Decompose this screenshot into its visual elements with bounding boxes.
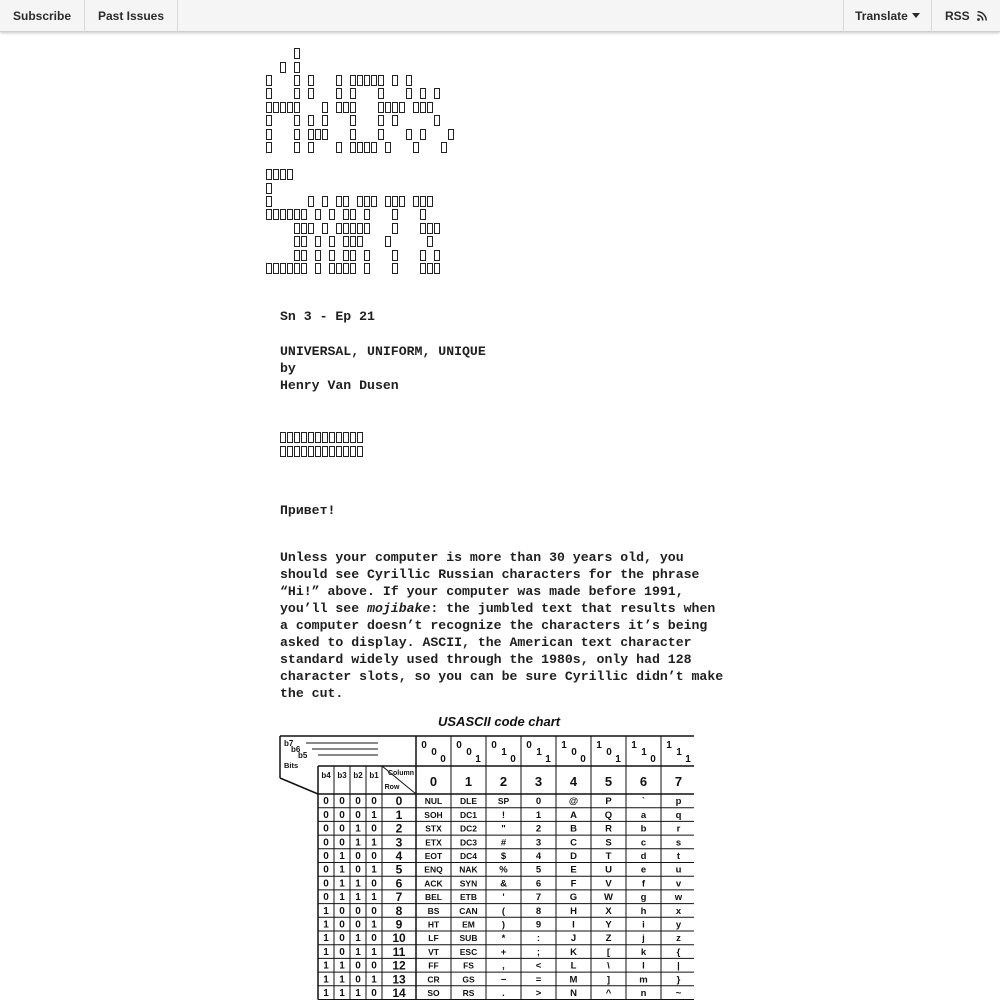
row-bit-value: 1	[323, 960, 329, 972]
row-bit-value: 0	[339, 837, 345, 849]
ascii-cell: =	[535, 974, 542, 986]
row-bit-value: 1	[371, 892, 377, 904]
header-bit-label: b6	[291, 745, 301, 754]
ascii-cell: ETX	[425, 837, 442, 848]
ascii-cell: A	[570, 809, 577, 821]
ascii-cell: U	[605, 864, 612, 876]
ascii-cell: v	[675, 878, 682, 890]
ascii-code-chart	[278, 712, 694, 1000]
row-bit-value: 1	[339, 851, 345, 862]
ascii-cell: M	[569, 974, 578, 986]
bit-column-header: b4	[321, 771, 331, 780]
ascii-cell: 6	[535, 878, 542, 890]
column-number: 4	[569, 774, 578, 789]
row-bit-value: 1	[371, 919, 377, 931]
ascii-cell: ESC	[459, 946, 478, 957]
mojibake-line	[266, 208, 441, 221]
ascii-cell: g	[640, 892, 647, 904]
ascii-cell: \	[607, 960, 610, 972]
row-bit-value: 1	[339, 960, 345, 972]
ascii-cell: 5	[535, 864, 542, 876]
ascii-cell: *	[501, 933, 506, 945]
mojibake-line	[266, 195, 441, 208]
ascii-cell: x	[675, 905, 682, 917]
row-bit-value: 1	[323, 974, 329, 986]
ascii-cell: B	[570, 823, 577, 835]
ascii-cell: D	[570, 851, 577, 862]
row-bit-value: 1	[371, 946, 377, 958]
column-bit-pattern: 0	[466, 747, 472, 758]
row-bit-value: 0	[323, 892, 329, 904]
column-bit-pattern: 1	[545, 754, 551, 765]
ascii-cell: t	[676, 851, 681, 862]
row-bit-value: 0	[323, 878, 329, 890]
chart-corner-diagonal	[280, 778, 318, 794]
row-bit-value: 1	[355, 823, 361, 835]
row-bit-value: 1	[339, 988, 345, 999]
column-number: 6	[639, 774, 648, 789]
mojibake-line	[280, 444, 364, 457]
ascii-cell: >	[535, 988, 542, 999]
column-bit-pattern: 1	[631, 740, 637, 751]
row-bit-value: 1	[323, 946, 329, 958]
row-number: 10	[392, 931, 406, 946]
ascii-cell: ETB	[460, 892, 477, 903]
row-bit-value: 0	[355, 974, 361, 986]
ascii-cell: V	[605, 878, 612, 890]
ascii-cell: J	[570, 933, 577, 945]
ascii-cell: h	[640, 905, 647, 917]
column-bit-pattern: 1	[685, 754, 691, 765]
ascii-cell: y	[675, 919, 682, 931]
ascii-cell: +	[500, 946, 507, 958]
row-number: 5	[395, 862, 403, 877]
column-bit-pattern: 0	[650, 754, 656, 765]
greeting-text: Привет!	[280, 503, 336, 518]
mojibake-line	[266, 181, 441, 194]
mojibake-line	[266, 101, 455, 114]
ascii-cell: %	[499, 864, 508, 876]
mojibake-line	[266, 262, 441, 275]
row-bit-value: 1	[371, 864, 377, 876]
ascii-cell: {	[676, 946, 681, 958]
ascii-cell: z	[676, 933, 681, 945]
ascii-cell: RS	[462, 988, 475, 998]
bit-column-header: b2	[353, 771, 363, 780]
ascii-cell: G	[569, 892, 578, 904]
ascii-cell: :	[536, 933, 541, 945]
ascii-cell: P	[605, 796, 612, 808]
bit-column-header: b3	[337, 771, 347, 780]
ascii-cell: ENQ	[424, 864, 443, 875]
ascii-cell: VT	[428, 946, 439, 957]
row-bit-value: 0	[323, 796, 329, 808]
ascii-cell: ~	[675, 988, 682, 999]
rss-label: RSS	[944, 9, 970, 23]
row-bit-value: 0	[371, 851, 377, 862]
row-number: 0	[395, 794, 403, 809]
ascii-cell: DLE	[460, 796, 477, 807]
ascii-cell: s	[675, 837, 682, 849]
mojibake-term: mojibake	[367, 601, 431, 616]
ascii-cell: r	[676, 823, 681, 835]
episode-label: Sn 3 - Ep 21	[280, 309, 375, 324]
intro-paragraph	[280, 549, 730, 702]
ascii-cell: ^	[605, 988, 612, 999]
mojibake-line	[266, 127, 455, 140]
column-bit-pattern: 0	[580, 754, 586, 765]
ascii-cell: K	[570, 946, 577, 958]
ascii-cell: −	[500, 974, 507, 986]
ascii-chart-table	[278, 734, 694, 1000]
column-bit-pattern: 1	[501, 747, 507, 758]
ascii-cell: '	[502, 892, 505, 904]
ascii-cell: R	[605, 823, 612, 835]
article-title: UNIVERSAL, UNIFORM, UNIQUE	[280, 344, 486, 359]
row-bit-value: 0	[339, 905, 345, 917]
rss-icon	[977, 11, 987, 21]
row-bit-value: 1	[355, 837, 361, 849]
subscribe-label: Subscribe	[12, 9, 72, 23]
chart-title: USASCII code chart	[438, 714, 561, 729]
ascii-cell: NUL	[424, 796, 443, 807]
column-number: 5	[604, 774, 613, 789]
row-bit-value: 0	[355, 919, 361, 931]
row-number: 9	[395, 917, 403, 932]
bit-column-header: b1	[369, 771, 379, 780]
row-bit-value: 1	[355, 988, 361, 999]
ascii-cell: EM	[462, 919, 475, 930]
column-bit-pattern: 0	[606, 747, 612, 758]
ascii-cell: Y	[605, 919, 612, 931]
row-number: 1	[395, 807, 403, 822]
row-bit-value: 0	[371, 960, 377, 972]
row-bit-value: 1	[371, 974, 377, 986]
column-number: 1	[464, 774, 473, 789]
ascii-cell: d	[640, 851, 647, 862]
row-bit-value: 0	[339, 919, 345, 931]
ascii-cell: LF	[428, 933, 439, 944]
column-bit-pattern: 1	[615, 754, 621, 765]
row-bit-value: 0	[355, 864, 361, 876]
row-bit-value: 1	[339, 892, 345, 904]
ascii-cell: l	[642, 960, 645, 972]
ascii-cell: 0	[535, 796, 542, 808]
row-bit-value: 0	[323, 864, 329, 876]
row-bit-value: 0	[323, 837, 329, 849]
ascii-cell: SOH	[424, 809, 443, 820]
ascii-cell: W	[604, 892, 613, 904]
ascii-cell: .	[502, 988, 505, 999]
ascii-cell: FF	[428, 960, 439, 971]
row-bit-value: 0	[371, 878, 377, 890]
mojibake-art-bottom	[280, 431, 364, 458]
ascii-cell: 9	[535, 919, 542, 931]
row-bit-value: 1	[371, 837, 377, 849]
column-bit-pattern: 1	[596, 740, 602, 751]
row-bit-value: 0	[339, 946, 345, 958]
column-bit-pattern: 0	[456, 740, 462, 751]
ascii-cell: SO	[427, 988, 440, 998]
mojibake-line	[266, 74, 455, 87]
row-bit-value: 0	[339, 933, 345, 945]
row-bit-value: 0	[339, 809, 345, 821]
ascii-cell: c	[640, 837, 647, 849]
ascii-cell: F	[570, 878, 577, 890]
column-bit-pattern: 1	[561, 740, 567, 751]
row-number: 7	[395, 890, 403, 905]
row-bit-value: 1	[323, 933, 329, 945]
row-bit-value: 1	[355, 946, 361, 958]
row-bit-value: 0	[339, 823, 345, 835]
ascii-cell: p	[675, 796, 682, 808]
ascii-cell: X	[605, 905, 612, 917]
ascii-cell: i	[642, 919, 645, 931]
row-bit-value: 0	[371, 796, 377, 808]
row-bit-value: 1	[339, 974, 345, 986]
ascii-cell: E	[570, 864, 577, 876]
ascii-cell: #	[500, 837, 507, 849]
ascii-cell: "	[501, 823, 506, 835]
ascii-cell: 1	[535, 809, 542, 821]
top-nav-bar	[0, 0, 1000, 32]
ascii-cell: w	[674, 892, 683, 904]
header-bit-label: b5	[298, 751, 308, 760]
ascii-cell: 4	[535, 851, 542, 862]
mojibake-line	[266, 114, 455, 127]
row-bit-value: 0	[355, 796, 361, 808]
ascii-cell: 7	[535, 892, 542, 904]
ascii-cell: T	[605, 851, 612, 862]
translate-dropdown[interactable]	[843, 0, 931, 32]
ascii-cell: b	[640, 823, 647, 835]
column-bit-pattern: 0	[431, 747, 437, 758]
mojibake-line	[266, 87, 455, 100]
caret-down-icon	[912, 13, 920, 18]
ascii-cell: H	[570, 905, 577, 917]
row-number: 3	[395, 835, 403, 850]
row-bit-value: 0	[339, 796, 345, 808]
column-bit-pattern: 0	[571, 747, 577, 758]
past-issues-link[interactable]	[85, 0, 178, 32]
column-number: 3	[534, 774, 543, 789]
column-bit-pattern: 1	[641, 747, 647, 758]
ascii-cell: DC2	[459, 823, 478, 834]
column-number: 2	[499, 774, 508, 789]
column-bit-pattern: 0	[421, 740, 427, 751]
row-number: 4	[395, 849, 403, 863]
ascii-cell: STX	[425, 823, 442, 834]
ascii-cell: I	[572, 919, 575, 931]
ascii-cell: C	[570, 837, 577, 849]
ascii-cell: BS	[427, 905, 440, 916]
ascii-cell: N	[570, 988, 577, 999]
row-bit-value: 1	[323, 919, 329, 931]
column-bit-pattern: 0	[491, 740, 497, 751]
ascii-cell: <	[535, 960, 542, 972]
row-bit-value: 1	[371, 809, 377, 821]
ascii-cell: ,	[502, 960, 505, 972]
row-number: 11	[392, 944, 406, 959]
row-bit-value: 1	[339, 864, 345, 876]
row-bit-value: 1	[323, 988, 329, 999]
ascii-cell: @	[568, 796, 579, 808]
mojibake-art-top	[266, 47, 455, 154]
row-number: 6	[395, 876, 403, 891]
past-issues-label: Past Issues	[97, 9, 165, 23]
row-bit-value: 0	[355, 851, 361, 862]
ascii-cell: )	[501, 919, 506, 931]
ascii-cell: (	[501, 905, 506, 917]
ascii-cell: a	[640, 809, 647, 821]
translate-label: Translate	[855, 9, 908, 23]
mojibake-line	[266, 47, 455, 60]
rss-link[interactable]	[931, 0, 1000, 32]
ascii-cell: [	[606, 946, 611, 958]
row-bit-value: 0	[323, 823, 329, 835]
ascii-cell: Z	[605, 933, 612, 945]
mojibake-line	[266, 168, 441, 181]
row-bit-value: 1	[323, 905, 329, 917]
row-bit-value: 0	[323, 809, 329, 821]
ascii-cell: L	[570, 960, 577, 972]
mojibake-line	[266, 222, 441, 235]
row-number: 2	[395, 821, 403, 836]
column-number: 7	[674, 774, 683, 789]
ascii-cell: u	[675, 864, 682, 876]
ascii-cell: e	[640, 864, 647, 876]
row-bit-value: 1	[355, 878, 361, 890]
column-bit-pattern: 1	[666, 740, 672, 751]
column-bit-pattern: 1	[536, 747, 542, 758]
row-bit-value: 0	[355, 960, 361, 972]
ascii-cell: ]	[606, 974, 611, 986]
ascii-cell: !	[501, 809, 506, 821]
ascii-cell: f	[641, 878, 646, 890]
column-bit-pattern: 0	[440, 754, 446, 765]
row-bit-value: 1	[355, 892, 361, 904]
row-bit-value: 0	[371, 933, 377, 945]
row-bit-value: 0	[355, 809, 361, 821]
ascii-cell: k	[640, 946, 647, 958]
ascii-cell: BEL	[425, 892, 442, 903]
row-number: 8	[395, 903, 403, 918]
row-bit-value: 0	[355, 905, 361, 917]
ascii-cell: 8	[535, 905, 542, 917]
ascii-cell: }	[676, 974, 681, 986]
ascii-cell: &	[500, 878, 507, 890]
row-bit-value: 0	[371, 823, 377, 835]
ascii-cell: ACK	[424, 878, 443, 889]
ascii-cell: CR	[427, 974, 440, 985]
ascii-cell: FS	[463, 960, 474, 971]
ascii-cell: ;	[536, 946, 541, 958]
column-bit-pattern: 1	[475, 754, 481, 765]
row-number: 13	[392, 972, 406, 987]
ascii-cell: SYN	[459, 878, 478, 889]
header-bit-label: b7	[284, 739, 294, 748]
mojibake-line	[280, 431, 364, 444]
byline-by: by	[280, 361, 296, 376]
ascii-cell: j	[642, 933, 645, 945]
column-bit-pattern: 1	[676, 747, 682, 758]
ascii-cell: S	[605, 837, 612, 849]
column-bit-pattern: 0	[526, 740, 532, 751]
ascii-cell: Q	[604, 809, 613, 821]
ascii-cell: $	[500, 851, 507, 862]
row-number: 12	[392, 958, 406, 973]
row-bit-value: 0	[371, 988, 377, 999]
ascii-cell: DC3	[459, 837, 478, 848]
row-bit-value: 0	[371, 905, 377, 917]
author-name: Henry Van Dusen	[280, 378, 399, 393]
mojibake-line	[266, 235, 441, 248]
paragraph-text-end: : the jumbled text that results when a computer doesn’t recognize the characters it’s being asked to display. ASCII, the American text character standard widely used through the 1980s, only had 128 character slots, so you can be sure Cyrillic didn’t make the cut.	[280, 601, 724, 701]
ascii-cell: 2	[535, 823, 542, 835]
ascii-cell: q	[675, 809, 682, 821]
ascii-cell: SP	[497, 796, 510, 807]
ascii-cell: 3	[535, 837, 542, 849]
column-number: 0	[429, 774, 438, 789]
ascii-cell: NAK	[459, 864, 478, 875]
row-bit-value: 1	[355, 933, 361, 945]
mojibake-line	[266, 141, 455, 154]
ascii-cell: |	[677, 960, 680, 972]
ascii-cell: HT	[427, 919, 440, 930]
ascii-cell: n	[640, 988, 647, 999]
ascii-cell: SUB	[459, 933, 478, 944]
ascii-cell: DC1	[459, 809, 478, 820]
ascii-cell: CAN	[459, 905, 478, 916]
subscribe-link[interactable]	[0, 0, 85, 32]
mojibake-art-middle	[266, 168, 441, 275]
column-bit-pattern: 0	[510, 754, 516, 765]
ascii-cell: GS	[462, 974, 475, 985]
ascii-cell: `	[641, 796, 646, 808]
column-label: Column	[387, 770, 415, 777]
row-bit-value: 0	[323, 851, 329, 862]
ascii-cell: EOT	[424, 851, 443, 861]
ascii-cell: m	[639, 974, 648, 986]
row-bit-value: 1	[339, 878, 345, 890]
paragraph-text-start: Unless your computer is more than 30 years old, you should see Cyrillic Russian characters for the phrase “Hi!” above. If your computer was made before 1991, you’ll see	[280, 550, 700, 616]
row-label: Row	[384, 784, 400, 791]
mojibake-line	[266, 60, 455, 73]
mojibake-line	[266, 248, 441, 261]
ascii-cell: DC4	[459, 851, 478, 861]
bits-label: Bits	[284, 761, 299, 770]
row-number: 14	[392, 986, 406, 1000]
